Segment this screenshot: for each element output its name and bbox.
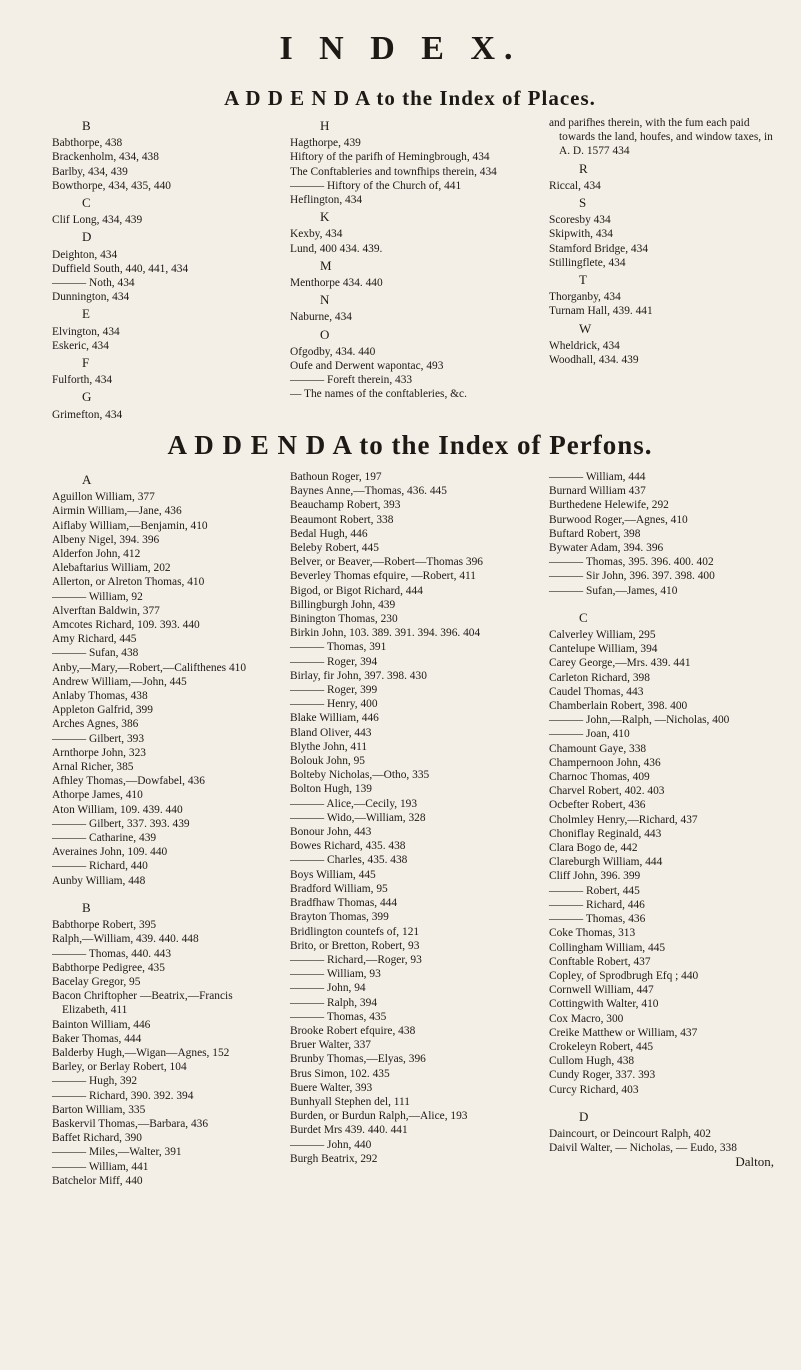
index-entry: ——— Foreft therein, 433 — [290, 374, 413, 387]
index-entry: Bacelay Gregor, 95 — [52, 975, 141, 988]
letter-heading: M — [320, 257, 332, 273]
letter-heading: R — [579, 160, 588, 176]
index-entry: ——— Richard, 446 — [549, 898, 645, 911]
spacer — [52, 888, 262, 898]
letter-heading: C — [579, 609, 588, 625]
persons-column-3 — [549, 470, 774, 1170]
letter-heading: T — [579, 272, 587, 288]
index-entry: Blythe John, 411 — [290, 740, 368, 753]
index-entry: Dunnington, 434 — [52, 291, 130, 304]
index-entry: Burgh Beatrix, 292 — [290, 1152, 378, 1165]
index-entry: Beaumont Robert, 338 — [290, 513, 394, 526]
index-entry: Bigod, or Bigot Richard, 444 — [290, 584, 423, 597]
index-entry: ——— Richard, 390. 392. 394 — [52, 1089, 194, 1102]
index-entry: ——— Wido,—William, 328 — [290, 811, 426, 824]
index-entry: Woodhall, 434. 439 — [549, 354, 639, 367]
index-entry: Cottingwith Walter, 410 — [549, 998, 659, 1011]
index-entry: Bowthorpe, 434, 435, 440 — [52, 179, 171, 192]
letter-heading: B — [82, 118, 91, 133]
index-entry: Alverftan Baldwin, 377 — [52, 604, 160, 617]
index-entry: Blake William, 446 — [290, 712, 379, 725]
letter-heading: A — [82, 472, 92, 487]
index-entry: Arches Agnes, 386 — [52, 718, 139, 731]
letter-heading: N — [320, 292, 330, 308]
index-entry: ——— Alice,—Cecily, 193 — [290, 797, 418, 810]
index-entry: Riccal, 434 — [549, 179, 601, 192]
index-entry: ——— Gilbert, 337. 393. 439 — [52, 817, 190, 830]
index-entry: Appleton Galfrid, 399 — [52, 704, 153, 717]
index-entry: Chamberlain Robert, 398. 400 — [549, 700, 688, 713]
index-entry: Bacon Chriftopher —Beatrix,—Francis Elizabeth, 411 — [52, 990, 233, 1017]
index-entry: Bunhyall Stephen del, 111 — [290, 1095, 411, 1108]
index-entry: ——— Thomas, 435 — [290, 1010, 387, 1023]
index-entry: Cholmley Henry,—Richard, 437 — [549, 813, 698, 826]
letter-heading: D — [82, 229, 92, 245]
index-entry: ——— Noth, 434 — [52, 277, 135, 290]
index-entry: ——— William, 93 — [290, 968, 381, 981]
index-entry: Binington Thomas, 230 — [290, 613, 398, 626]
index-entry: ——— Richard, 440 — [52, 860, 148, 873]
index-entry: Athorpe James, 410 — [52, 789, 143, 802]
index-entry: Grimefton, 434 — [52, 408, 123, 421]
index-entry: Daivil Walter, — Nicholas, — Eudo, 338 — [549, 1142, 737, 1155]
index-entry: Balderby Hugh,—Wigan—Agnes, 152 — [52, 1046, 230, 1059]
persons-column-2 — [290, 470, 520, 1166]
index-entry: Bowes Richard, 435. 438 — [290, 840, 406, 853]
index-entry: ——— Roger, 394 — [290, 655, 378, 668]
index-entry: Charnoc Thomas, 409 — [549, 771, 650, 784]
index-entry: Beverley Thomas efquire, —Robert, 411 — [290, 570, 476, 583]
index-entry: Baynes Anne,—Thomas, 436. 445 — [290, 485, 447, 498]
index-entry: Carey George,—Mrs. 439. 441 — [549, 657, 691, 670]
index-entry: Babthorpe, 438 — [52, 137, 123, 150]
index-entry: ——— Thomas, 436 — [549, 913, 646, 926]
page-header: I N D E X. — [279, 30, 522, 67]
index-entry: Bland Oliver, 443 — [290, 726, 372, 739]
index-entry: Bywater Adam, 394. 396 — [549, 542, 664, 555]
index-entry: Brunby Thomas,—Elyas, 396 — [290, 1053, 426, 1066]
index-entry: Cornwell William, 447 — [549, 984, 654, 997]
index-entry: ——— Thomas, 391 — [290, 641, 387, 654]
index-entry: Belver, or Beaver,—Robert—Thomas 396 — [290, 556, 483, 569]
index-entry: Hagthorpe, 439 — [290, 137, 361, 150]
index-entry: Cliff John, 396. 399 — [549, 870, 641, 883]
index-entry: Brackenholm, 434, 438 — [52, 151, 159, 164]
index-entry: Creike Matthew or William, 437 — [549, 1026, 698, 1039]
index-entry: Bolouk John, 95 — [290, 755, 365, 768]
catchword: Dalton, — [735, 1154, 774, 1170]
index-entry: ——— William, 92 — [52, 590, 143, 603]
index-entry: Bradfhaw Thomas, 444 — [290, 897, 398, 910]
index-entry: ——— Sufan,—James, 410 — [549, 584, 678, 597]
index-entry: Chamount Gaye, 338 — [549, 742, 647, 755]
index-entry: Batchelor Miff, 440 — [52, 1174, 143, 1187]
index-entry: ——— Hiftory of the Church of, 441 — [290, 179, 462, 192]
index-entry: Stillingflete, 434 — [549, 256, 626, 269]
index-entry: Elvington, 434 — [52, 325, 120, 338]
index-entry: Aton William, 109. 439. 440 — [52, 803, 183, 816]
index-entry: Baker Thomas, 444 — [52, 1032, 142, 1045]
index-entry: Oufe and Derwent wapontac, 493 — [290, 360, 444, 373]
index-entry: Caudel Thomas, 443 — [549, 685, 644, 698]
letter-heading: C — [82, 195, 91, 211]
index-entry: Aguillon William, 377 — [52, 491, 155, 504]
index-entry: ——— Miles,—Walter, 391 — [52, 1146, 182, 1159]
index-entry: Burthedene Helewife, 292 — [549, 499, 669, 512]
index-entry: Barton William, 335 — [52, 1103, 146, 1116]
index-entry: Brooke Robert efquire, 438 — [290, 1024, 416, 1037]
index-entry: Daincourt, or Deincourt Ralph, 402 — [549, 1127, 711, 1140]
index-entry: ——— Catharine, 439 — [52, 832, 157, 845]
index-entry: Babthorpe Robert, 395 — [52, 919, 157, 932]
index-entry: Stamford Bridge, 434 — [549, 242, 649, 255]
index-entry: Hiftory of the parifh of Hemingbrough, 434 — [290, 151, 490, 164]
letter-heading: F — [82, 355, 90, 371]
index-entry: Buere Walter, 393 — [290, 1081, 373, 1094]
index-entry: Brito, or Bretton, Robert, 93 — [290, 939, 420, 952]
letter-heading: D — [579, 1108, 589, 1124]
index-entry: and parifhes therein, with the fum each paid towards the land, houfes, and window taxes, in A. D. 1577 434 — [549, 117, 773, 158]
index-entry: ——— Joan, 410 — [549, 728, 630, 741]
index-entry: Burnard William 437 — [549, 485, 646, 498]
index-entry: Kexby, 434 — [290, 228, 343, 241]
index-entry: Scoresby 434 — [549, 214, 611, 227]
index-entry: ——— Thomas, 440. 443 — [52, 947, 172, 960]
index-entry: Cox Macro, 300 — [549, 1012, 624, 1025]
index-entry: Carleton Richard, 398 — [549, 671, 650, 684]
index-entry: Beleby Robert, 445 — [290, 542, 379, 555]
index-entry: Barlby, 434, 439 — [52, 165, 128, 178]
index-entry: ——— Hugh, 392 — [52, 1075, 138, 1088]
index-entry: Bridlington countefs of, 121 — [290, 925, 420, 938]
index-entry: Airmin William,—Jane, 436 — [52, 505, 182, 518]
index-entry: Duffield South, 440, 441, 434 — [52, 262, 189, 275]
index-entry: Birkin John, 103. 389. 391. 394. 396. 404 — [290, 627, 481, 640]
index-entry: Naburne, 434 — [290, 311, 352, 324]
index-entry: Copley, of Sprodbrugh Efq ; 440 — [549, 969, 699, 982]
index-entry: Beauchamp Robert, 393 — [290, 499, 401, 512]
index-entry: Albeny Nigel, 394. 396 — [52, 533, 160, 546]
places-column-1 — [52, 116, 262, 422]
index-entry: Wheldrick, 434 — [549, 339, 620, 352]
index-entry: ——— John, 94 — [290, 982, 366, 995]
index-entry: Cullom Hugh, 438 — [549, 1055, 635, 1068]
index-entry: Bruer Walter, 337 — [290, 1039, 371, 1052]
index-entry: Menthorpe 434. 440 — [290, 277, 383, 290]
index-entry: Charvel Robert, 402. 403 — [549, 785, 665, 798]
index-entry: Deighton, 434 — [52, 248, 118, 261]
index-entry: Allerton, or Alreton Thomas, 410 — [52, 576, 205, 589]
index-entry: ——— Charles, 435. 438 — [290, 854, 408, 867]
index-entry: Ralph,—William, 439. 440. 448 — [52, 933, 199, 946]
index-entry: Bedal Hugh, 446 — [290, 527, 368, 540]
index-entry: Bolteby Nicholas,—Otho, 335 — [290, 769, 430, 782]
index-entry: Brus Simon, 102. 435 — [290, 1067, 390, 1080]
letter-heading: O — [320, 326, 330, 342]
places-column-3 — [549, 116, 774, 367]
index-entry: ——— Robert, 445 — [549, 884, 640, 897]
index-entry: Boys William, 445 — [290, 868, 376, 881]
index-entry: ——— Sufan, 438 — [52, 647, 139, 660]
index-entry: Bainton William, 446 — [52, 1018, 151, 1031]
index-entry: Crokeleyn Robert, 445 — [549, 1040, 654, 1053]
index-entry: Anlaby Thomas, 438 — [52, 690, 148, 703]
index-entry: Bonour John, 443 — [290, 826, 372, 839]
index-entry: Clara Bogo de, 442 — [549, 842, 638, 855]
index-entry: Collingham William, 445 — [549, 941, 666, 954]
index-entry: Lund, 400 434. 439. — [290, 242, 383, 255]
index-entry: Buftard Robert, 398 — [549, 527, 641, 540]
index-entry: Amcotes Richard, 109. 393. 440 — [52, 619, 200, 632]
index-entry: Turnam Hall, 439. 441 — [549, 305, 653, 318]
index-entry: Averaines John, 109. 440 — [52, 846, 168, 859]
index-entry: Clareburgh William, 444 — [549, 856, 663, 869]
letter-heading: G — [82, 389, 92, 405]
index-entry: Andrew William,—John, 445 — [52, 675, 187, 688]
letter-heading: W — [579, 320, 592, 336]
index-entry: The Conftableries and townfhips therein, 434 — [290, 165, 497, 178]
index-entry: Fulforth, 434 — [52, 374, 113, 387]
index-entry: Burwood Roger,—Agnes, 410 — [549, 513, 688, 526]
index-entry: Babthorpe Pedigree, 435 — [52, 961, 165, 974]
index-entry: Ofgodby, 434. 440 — [290, 345, 376, 358]
index-entry: ——— Richard,—Roger, 93 — [290, 953, 422, 966]
letter-heading: K — [320, 209, 330, 225]
index-entry: Bolton Hugh, 139 — [290, 783, 372, 796]
letter-heading: S — [579, 195, 587, 211]
index-entry: Clif Long, 434, 439 — [52, 214, 143, 227]
index-entry: Ocbefter Robert, 436 — [549, 799, 646, 812]
index-entry: Brayton Thomas, 399 — [290, 911, 389, 924]
index-entry: Eskeric, 434 — [52, 339, 109, 352]
index-entry: ——— Ralph, 394 — [290, 996, 378, 1009]
index-entry: Aunby William, 448 — [52, 874, 146, 887]
index-entry: ——— Roger, 399 — [290, 684, 378, 697]
index-entry: Alebaftarius William, 202 — [52, 562, 171, 575]
index-entry: Cantelupe William, 394 — [549, 643, 658, 656]
places-section-title: A D D E N D A to the Index of Places. — [224, 86, 596, 110]
persons-column-1 — [52, 470, 262, 1188]
index-entry: Anby,—Mary,—Robert,—Califthenes 410 — [52, 661, 247, 674]
index-entry: Arnthorpe John, 323 — [52, 746, 146, 759]
index-entry: ——— Henry, 400 — [290, 698, 378, 711]
index-entry: — The names of the conftableries, &c. — [290, 388, 467, 401]
index-entry: Coke Thomas, 313 — [549, 927, 636, 940]
index-entry: Arnal Richer, 385 — [52, 761, 134, 774]
spacer — [549, 598, 774, 608]
index-entry: Bradford William, 95 — [290, 882, 388, 895]
letter-heading: H — [320, 118, 330, 133]
index-entry: ——— Gilbert, 393 — [52, 732, 145, 745]
index-entry: Thorganby, 434 — [549, 291, 621, 304]
index-entry: Birlay, fir John, 397. 398. 430 — [290, 669, 427, 682]
index-entry: Afhley Thomas,—Dowfabel, 436 — [52, 775, 205, 788]
index-entry: Curcy Richard, 403 — [549, 1083, 639, 1096]
index-entry: Barley, or Berlay Robert, 104 — [52, 1061, 187, 1074]
index-entry: Burdet Mrs 439. 440. 441 — [290, 1124, 408, 1137]
persons-section-title: A D D E N D A to the Index of Perfons. — [167, 430, 653, 460]
index-entry: Calverley William, 295 — [549, 629, 656, 642]
letter-heading: E — [82, 306, 90, 322]
index-entry: Billingburgh John, 439 — [290, 598, 396, 611]
index-entry: Alderfon John, 412 — [52, 548, 141, 561]
index-entry: Baffet Richard, 390 — [52, 1132, 142, 1145]
index-entry: Bathoun Roger, 197 — [290, 471, 382, 483]
index-entry: ——— Thomas, 395. 396. 400. 402 — [549, 556, 714, 569]
index-entry: Skipwith, 434 — [549, 228, 613, 241]
index-entry: Baskervil Thomas,—Barbara, 436 — [52, 1117, 209, 1130]
spacer — [549, 1097, 774, 1107]
index-entry: Heflington, 434 — [290, 194, 363, 207]
index-entry: Cundy Roger, 337. 393 — [549, 1069, 656, 1082]
index-entry: Aiflaby William,—Benjamin, 410 — [52, 519, 208, 532]
index-entry: Burden, or Burdun Ralph,—Alice, 193 — [290, 1110, 468, 1123]
index-entry: Champernoon John, 436 — [549, 756, 661, 769]
index-entry: Amy Richard, 445 — [52, 633, 137, 646]
letter-heading: B — [82, 899, 91, 915]
index-entry: ——— Sir John, 396. 397. 398. 400 — [549, 570, 715, 583]
index-entry: ——— John,—Ralph, —Nicholas, 400 — [549, 714, 730, 727]
index-entry: ——— William, 444 — [549, 471, 646, 483]
index-entry: ——— William, 441 — [52, 1160, 149, 1173]
index-entry: Conftable Robert, 437 — [549, 955, 651, 968]
index-entry: Choniflay Reginald, 443 — [549, 827, 662, 840]
places-column-2 — [290, 116, 520, 402]
index-entry: ——— John, 440 — [290, 1138, 372, 1151]
